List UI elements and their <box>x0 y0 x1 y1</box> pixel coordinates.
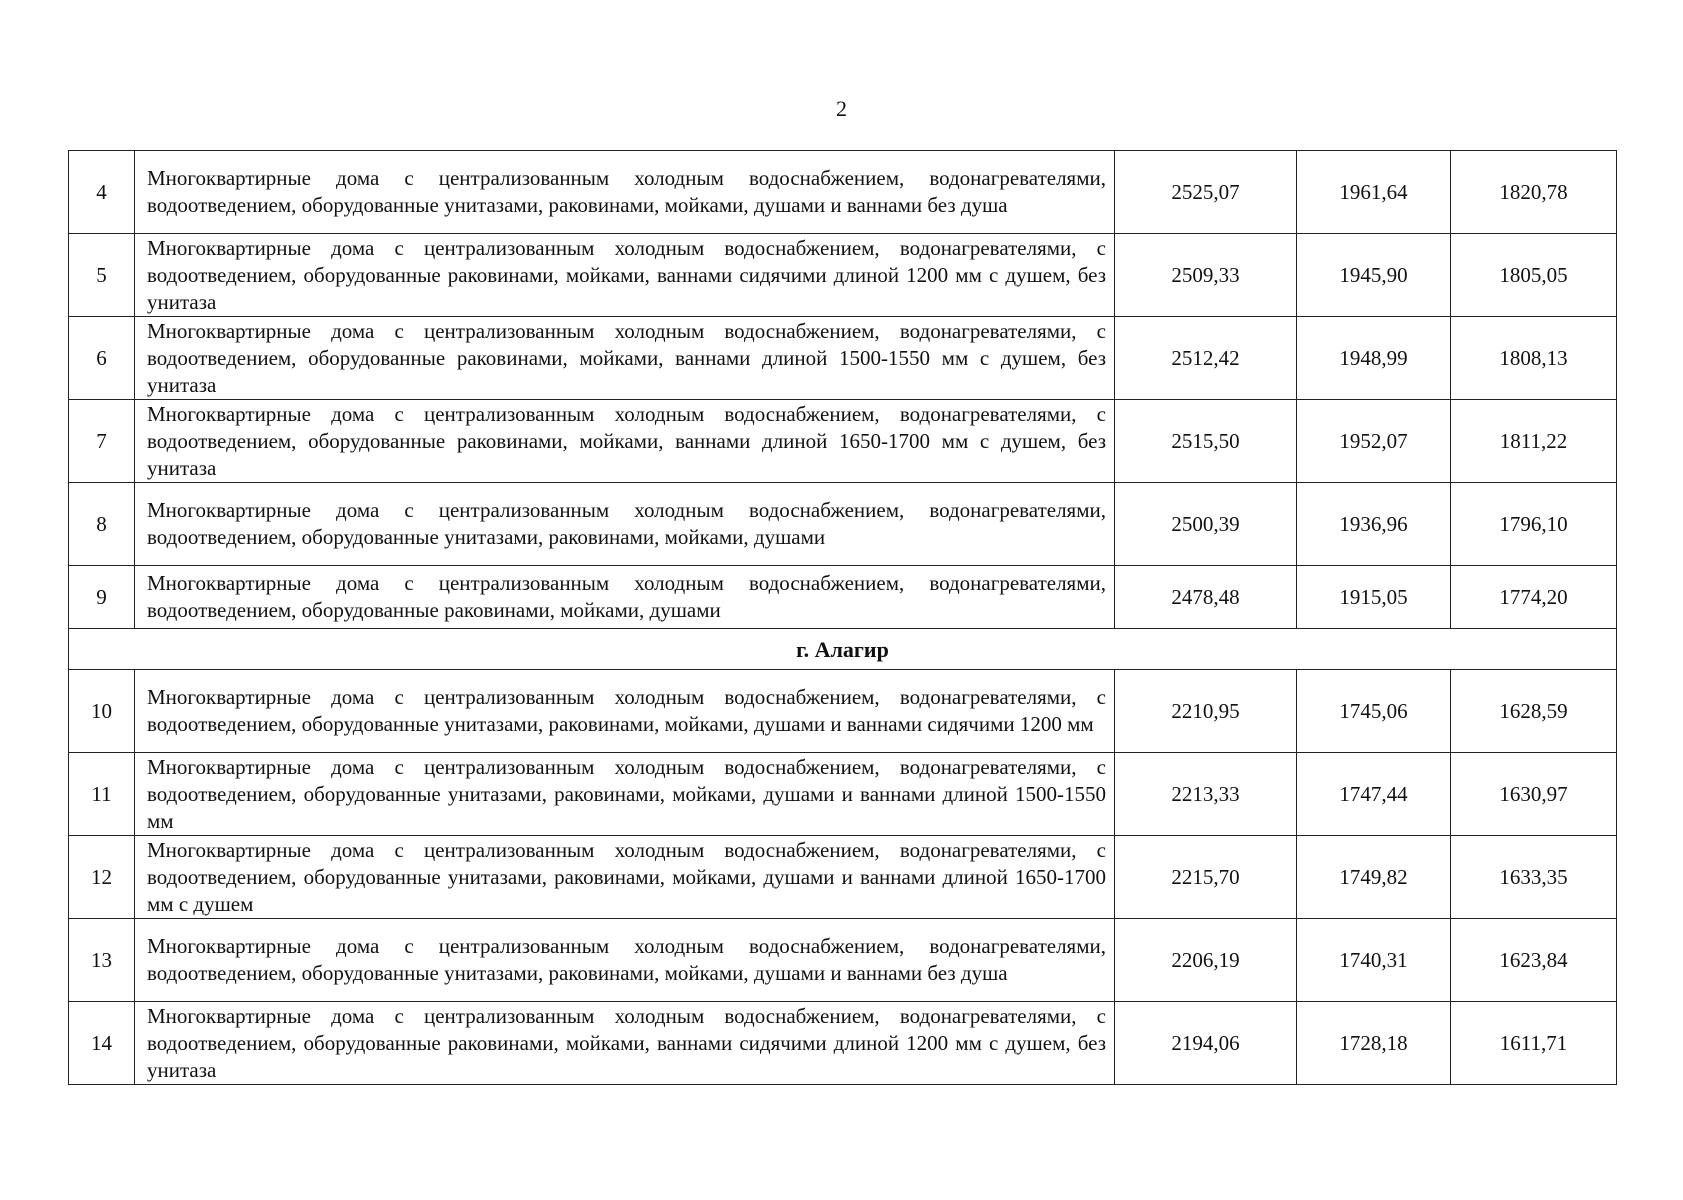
table-row <box>69 919 1617 1002</box>
row-value-2: 1749,82 <box>1297 836 1451 919</box>
row-value-3: 1808,13 <box>1451 317 1617 400</box>
row-number: 8 <box>69 483 135 566</box>
row-number: 12 <box>69 836 135 919</box>
row-value-2: 1948,99 <box>1297 317 1451 400</box>
row-description: Многоквартирные дома с централизованным холодным водоснабжением, водонагревателями, с водоотведением, оборудованные раковинами, мойками, ваннами сидячими длиной 1200 мм с душем, без унитаза <box>135 1002 1115 1085</box>
row-value-3: 1630,97 <box>1451 753 1617 836</box>
page-number: 2 <box>836 96 847 121</box>
row-value-3: 1623,84 <box>1451 919 1617 1002</box>
row-value-2: 1740,31 <box>1297 919 1451 1002</box>
row-description: Многоквартирные дома с централизованным холодным водоснабжением, водонагревателями, водоотведением, оборудованные унитазами, раковинами, мойками, душами и ваннами без душа <box>135 919 1115 1002</box>
table-row <box>69 566 1617 629</box>
table-row <box>69 400 1617 483</box>
table-row <box>69 317 1617 400</box>
row-value-2: 1915,05 <box>1297 566 1451 629</box>
row-number: 10 <box>69 670 135 753</box>
row-description: Многоквартирные дома с централизованным холодным водоснабжением, водонагревателями, с водоотведением, оборудованные унитазами, раковинами, мойками, душами и ваннами длиной 1500-1550 мм <box>135 753 1115 836</box>
table-row <box>69 483 1617 566</box>
row-number: 5 <box>69 234 135 317</box>
table-row <box>69 836 1617 919</box>
row-value-1: 2206,19 <box>1115 919 1297 1002</box>
row-description: Многоквартирные дома с централизованным холодным водоснабжением, водонагревателями, с водоотведением, оборудованные раковинами, мойками, ваннами длиной 1500-1550 мм с душем, без унитаза <box>135 317 1115 400</box>
row-value-2: 1945,90 <box>1297 234 1451 317</box>
row-value-3: 1805,05 <box>1451 234 1617 317</box>
row-value-1: 2515,50 <box>1115 400 1297 483</box>
row-value-1: 2525,07 <box>1115 151 1297 234</box>
row-value-1: 2478,48 <box>1115 566 1297 629</box>
row-value-2: 1936,96 <box>1297 483 1451 566</box>
row-number: 7 <box>69 400 135 483</box>
row-value-2: 1961,64 <box>1297 151 1451 234</box>
row-value-2: 1952,07 <box>1297 400 1451 483</box>
row-value-3: 1811,22 <box>1451 400 1617 483</box>
row-number: 11 <box>69 753 135 836</box>
row-value-3: 1796,10 <box>1451 483 1617 566</box>
row-number: 14 <box>69 1002 135 1085</box>
section-title: г. Алагир <box>69 629 1617 670</box>
row-number: 4 <box>69 151 135 234</box>
row-value-3: 1633,35 <box>1451 836 1617 919</box>
table-row <box>69 234 1617 317</box>
row-value-2: 1747,44 <box>1297 753 1451 836</box>
section-header-row <box>69 629 1617 670</box>
row-value-1: 2194,06 <box>1115 1002 1297 1085</box>
row-number: 6 <box>69 317 135 400</box>
row-value-1: 2210,95 <box>1115 670 1297 753</box>
row-value-3: 1774,20 <box>1451 566 1617 629</box>
row-value-3: 1611,71 <box>1451 1002 1617 1085</box>
row-value-1: 2509,33 <box>1115 234 1297 317</box>
row-description: Многоквартирные дома с централизованным холодным водоснабжением, водонагревателями, с водоотведением, оборудованные унитазами, раковинами, мойками, душами и ваннами длиной 1650-1700 мм с душем <box>135 836 1115 919</box>
row-number: 13 <box>69 919 135 1002</box>
row-value-1: 2500,39 <box>1115 483 1297 566</box>
row-description: Многоквартирные дома с централизованным холодным водоснабжением, водонагревателями, водоотведением, оборудованные раковинами, мойками, душами <box>135 566 1115 629</box>
row-value-2: 1745,06 <box>1297 670 1451 753</box>
row-value-1: 2215,70 <box>1115 836 1297 919</box>
table-row <box>69 753 1617 836</box>
row-description: Многоквартирные дома с централизованным холодным водоснабжением, водонагревателями, с водоотведением, оборудованные раковинами, мойками, ваннами сидячими длиной 1200 мм с душем, без унитаза <box>135 234 1115 317</box>
row-value-1: 2512,42 <box>1115 317 1297 400</box>
row-value-1: 2213,33 <box>1115 753 1297 836</box>
row-value-2: 1728,18 <box>1297 1002 1451 1085</box>
row-description: Многоквартирные дома с централизованным холодным водоснабжением, водонагревателями, водоотведением, оборудованные унитазами, раковинами, мойками, душами и ваннами без душа <box>135 151 1115 234</box>
row-value-3: 1820,78 <box>1451 151 1617 234</box>
row-description: Многоквартирные дома с централизованным холодным водоснабжением, водонагревателями, с водоотведением, оборудованные унитазами, раковинами, мойками, душами и ваннами сидячими 1200 мм <box>135 670 1115 753</box>
row-description: Многоквартирные дома с централизованным холодным водоснабжением, водонагревателями, с водоотведением, оборудованные раковинами, мойками, ваннами длиной 1650-1700 мм с душем, без унитаза <box>135 400 1115 483</box>
row-description: Многоквартирные дома с централизованным холодным водоснабжением, водонагревателями, водоотведением, оборудованные унитазами, раковинами, мойками, душами <box>135 483 1115 566</box>
row-value-3: 1628,59 <box>1451 670 1617 753</box>
table-row <box>69 1002 1617 1085</box>
tariff-table <box>68 150 1617 1085</box>
table-row <box>69 151 1617 234</box>
table-row <box>69 670 1617 753</box>
row-number: 9 <box>69 566 135 629</box>
